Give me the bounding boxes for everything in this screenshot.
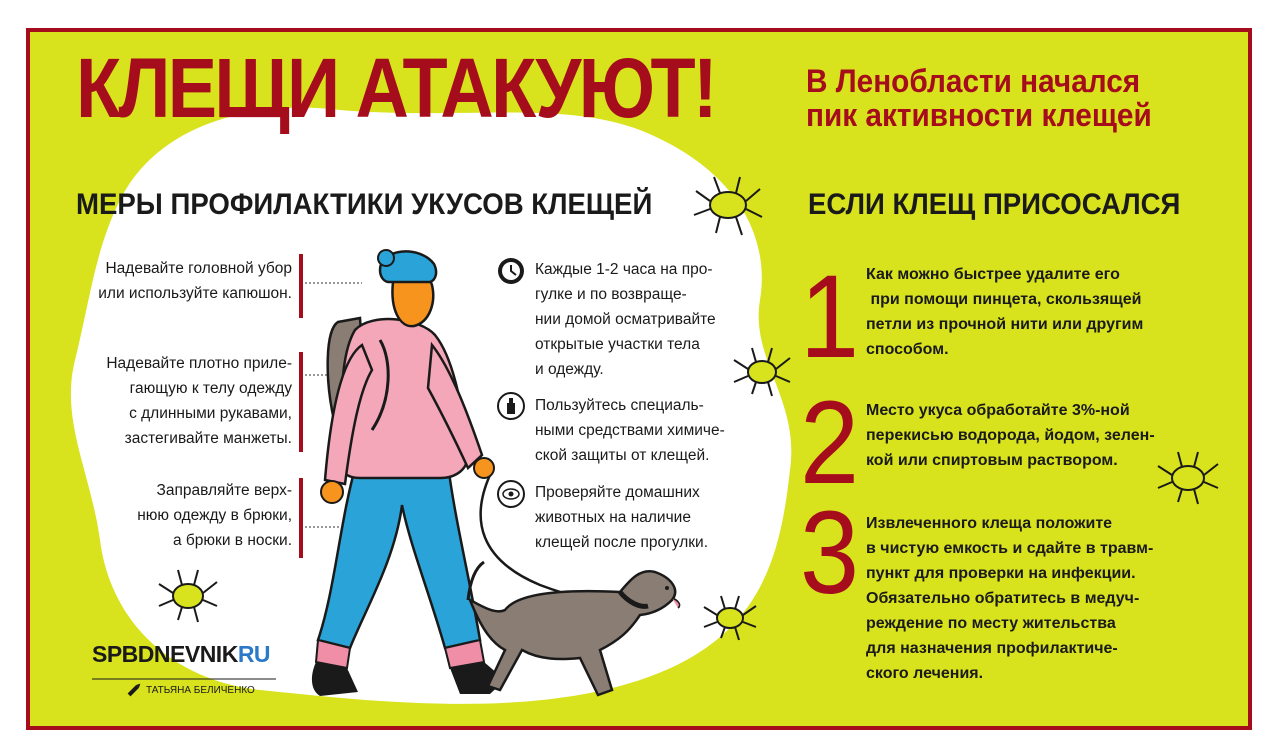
step-number-1: 1: [800, 251, 860, 383]
tip-line: и одежду.: [535, 361, 604, 378]
step-text-3: [866, 511, 1176, 686]
tip-line: с длинными рукавами,: [129, 405, 292, 422]
step-text-2: [866, 398, 1176, 473]
eye-icon: [498, 481, 524, 507]
clock-icon: [498, 258, 524, 284]
tip-line: животных на наличие: [535, 509, 691, 526]
tip-line: нюю одежду в брюки,: [137, 507, 292, 524]
step-line: петли из прочной нити или другим: [866, 316, 1144, 333]
prevention-tip-right-1: [535, 257, 765, 382]
step-line: для назначения профилактиче-: [866, 640, 1118, 657]
author-credit: ТАТЬЯНА БЕЛИЧЕНКО: [146, 685, 255, 696]
tip-marker-2: [299, 352, 303, 452]
tip-line: ской защиты от клещей.: [535, 447, 710, 464]
tip-line: гающую к телу одежду: [129, 380, 292, 397]
step-line: перекисью водорода, йодом, зелен-: [866, 427, 1155, 444]
step-line: ского лечения.: [866, 665, 984, 682]
step-line: Извлеченного клеща положите: [866, 515, 1113, 532]
tip-line: а брюки в носки.: [172, 532, 292, 549]
tip-line: гулке и по возвраще-: [535, 286, 687, 303]
step-line: Как можно быстрее удалите его: [866, 266, 1120, 283]
step-line: пункт для проверки на инфекции.: [866, 565, 1136, 582]
step-number-3: 3: [800, 487, 860, 619]
tip-line: Каждые 1-2 часа на про-: [535, 261, 713, 278]
bitten-heading: ЕСЛИ КЛЕЩ ПРИСОСАЛСЯ: [808, 188, 1181, 221]
step-line: при помощи пинцета, скользящей: [866, 291, 1142, 308]
prevention-tip-left-3: [42, 478, 292, 553]
prevention-tip-right-3: [535, 480, 765, 555]
step-number-2: 2: [800, 377, 860, 509]
logo: [92, 641, 270, 668]
tip-line: клещей после прогулки.: [535, 534, 709, 551]
subtitle-line: В Ленобласти начался: [806, 63, 1141, 99]
prevention-tip-left-2: [42, 351, 292, 451]
tip-line: Заправляйте верх-: [156, 482, 292, 499]
tip-line: или используйте капюшон.: [98, 285, 292, 302]
step-line: реждение по месту жительства: [866, 615, 1116, 632]
tip-marker-1: [299, 254, 303, 318]
prevention-tip-right-2: [535, 393, 765, 468]
subtitle-line: пик активности клещей: [806, 97, 1152, 133]
tip-line: открытые участки тела: [535, 336, 700, 353]
logo-suffix: RU: [237, 641, 271, 667]
step-text-1: [866, 262, 1176, 362]
spray-bottle-icon: [498, 393, 524, 419]
tip-marker-3: [299, 478, 303, 558]
pencil-icon: [128, 682, 142, 696]
tip-line: нии домой осматривайте: [535, 311, 716, 328]
tip-line: Пользуйтесь специаль-: [535, 397, 704, 414]
prevention-heading: МЕРЫ ПРОФИЛАКТИКИ УКУСОВ КЛЕЩЕЙ: [76, 188, 653, 221]
tip-line: Надевайте плотно приле-: [106, 355, 292, 372]
tip-line: Проверяйте домашних: [535, 484, 700, 501]
step-line: в чистую емкость и сдайте в травм-: [866, 540, 1154, 557]
subtitle: [806, 64, 1197, 132]
tip-line: застегивайте манжеты.: [124, 430, 292, 447]
logo-main: SPBDNEVNIK: [92, 641, 238, 667]
tip-line: ными средствами химиче-: [535, 422, 725, 439]
step-line: кой или спиртовым раствором.: [866, 452, 1118, 469]
main-title: КЛЕЩИ АТАКУЮТ!: [76, 41, 716, 135]
tip-line: Надевайте головной убор: [105, 260, 292, 277]
step-line: Обязательно обратитесь в медуч-: [866, 590, 1140, 607]
step-line: Место укуса обработайте 3%-ной: [866, 402, 1130, 419]
prevention-tip-left-1: [42, 256, 292, 306]
step-line: способом.: [866, 341, 949, 358]
